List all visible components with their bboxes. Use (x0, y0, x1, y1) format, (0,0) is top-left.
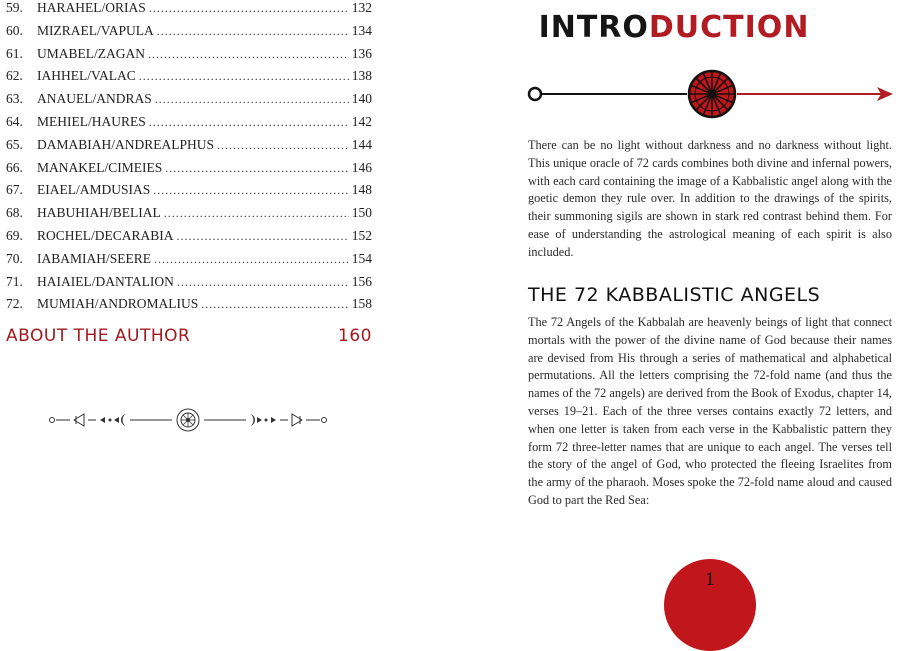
toc-leader-dots (149, 1, 349, 16)
toc-entry[interactable] (6, 205, 372, 228)
toc-entry[interactable] (6, 296, 372, 319)
toc-entry-title: MIZRAEL/VAPULA (37, 22, 154, 38)
toc-entry[interactable] (6, 0, 372, 23)
about-author-page: 160 (338, 326, 372, 346)
toc-entry-title: EIAEL/AMDUSIAS (37, 182, 151, 198)
toc-leader-dots (217, 138, 349, 153)
angels-paragraph: The 72 Angels of the Kabbalah are heavenly beings of light that connect mortals with the power of the divine name of God because their names are devised from His through a series of mathematical and alphabetical permutations. All the letters comprising the 72-fold name (and thus the names of the 72 angels) are derived from the Book of Exodus, chapter 14, verses 19–21. Each of the three verses contains exactly 72 letters, and when one letter is taken from each verse in the Kabbalistic pattern they form 72 three-letter names that are unique to each angel. The verses tell the story of the angel of God, who protected the fleeing Israelites from the army of the pharaoh. Moses spoke the 72-fold name aloud and caused God to part the Red Sea: (528, 315, 892, 507)
toc-leader-dots (155, 92, 349, 107)
toc-leader-dots (149, 115, 349, 130)
right-page (449, 0, 899, 605)
toc-leader-dots (154, 252, 349, 267)
toc-entry-number: 61. (6, 45, 23, 61)
toc-entry-page: 150 (351, 205, 372, 221)
page-number: 1 (705, 569, 715, 590)
toc-entry[interactable] (6, 137, 372, 160)
toc-entry-title: HAIAIEL/DANTALION (37, 273, 174, 289)
title-part-red: DUCTION (648, 10, 810, 45)
arrow-right-icon (527, 68, 895, 120)
toc-about-author[interactable] (6, 326, 372, 346)
toc-entry-title: MEHIEL/HAURES (37, 113, 146, 129)
toc-entry-title: ROCHEL/DECARABIA (37, 227, 174, 243)
toc-entry-number: 59. (6, 0, 23, 15)
intro-paragraph: There can be no light without darkness and no darkness without light. This unique oracle of 72 cards combines both divine and infernal powers, with each card containing the image of a Kabbalistic angel along with the goetic demon they rule over. In addition to the drawings of the spirits, their summoning sigils are shown in stark red contrast behind them. For ease of understanding the astrological meaning of each spirit is also included. (528, 138, 892, 259)
toc-entry-page: 132 (351, 0, 372, 15)
toc-entry[interactable] (6, 91, 372, 114)
toc-leader-dots (201, 297, 348, 312)
toc-entry[interactable] (6, 274, 372, 297)
toc-entry-page: 140 (351, 91, 372, 107)
page-number-badge (664, 559, 756, 651)
toc-entry-number: 62. (6, 68, 23, 84)
toc-entry-title: IAHHEL/VALAC (37, 68, 136, 84)
spoked-wheel-icon (689, 71, 735, 117)
toc-entry-page: 146 (351, 159, 372, 175)
toc-entry-number: 63. (6, 91, 23, 107)
toc-leader-dots (165, 161, 349, 176)
toc-entry-page: 154 (351, 250, 372, 266)
toc-entry[interactable] (6, 182, 372, 205)
toc-entry-page: 134 (351, 22, 372, 38)
toc-entry-number: 66. (6, 159, 23, 175)
toc-entry-page: 158 (351, 296, 372, 312)
toc-entry[interactable] (6, 46, 372, 69)
about-author-title: ABOUT THE AUTHOR (6, 326, 191, 346)
toc-entry[interactable] (6, 160, 372, 183)
toc-entry-number: 60. (6, 22, 23, 38)
toc-leader-dots (148, 47, 349, 62)
toc-entry-page: 142 (351, 113, 372, 129)
title-part-black: INTRO (538, 10, 649, 45)
toc-entry-page: 148 (351, 182, 372, 198)
toc-entry-number: 70. (6, 250, 23, 266)
toc-entry-page: 144 (351, 136, 372, 152)
left-page (0, 0, 449, 605)
toc-entry-title: IABAMIAH/SEERE (37, 250, 151, 266)
toc-entry-page: 152 (351, 227, 372, 243)
toc-entry-title: HARAHEL/ORIAS (37, 0, 146, 15)
toc-entry-number: 69. (6, 227, 23, 243)
toc-entry[interactable] (6, 114, 372, 137)
toc-leader-dots (164, 206, 349, 221)
toc-leader-dots (139, 69, 349, 84)
toc-entry-number: 68. (6, 205, 23, 221)
toc-entry-title: HABUHIAH/BELIAL (37, 205, 161, 221)
table-of-contents (6, 0, 372, 319)
toc-entry[interactable] (6, 251, 372, 274)
toc-leader-dots (157, 24, 349, 39)
toc-entry-number: 71. (6, 273, 23, 289)
toc-entry-number: 67. (6, 182, 23, 198)
toc-entry[interactable] (6, 68, 372, 91)
toc-entry[interactable] (6, 228, 372, 251)
toc-leader-dots (177, 275, 349, 290)
toc-leader-dots (177, 229, 349, 244)
toc-entry-page: 136 (351, 45, 372, 61)
toc-entry-number: 72. (6, 296, 23, 312)
toc-entry-title: ANAUEL/ANDRAS (37, 91, 152, 107)
moon-phase-divider-icon (48, 405, 328, 435)
toc-entry-title: MANAKEL/CIMEIES (37, 159, 163, 175)
toc-entry-number: 65. (6, 136, 23, 152)
toc-entry-page: 156 (351, 273, 372, 289)
toc-entry-title: MUMIAH/ANDROMALIUS (37, 296, 199, 312)
toc-entry-page: 138 (351, 68, 372, 84)
toc-entry[interactable] (6, 23, 372, 46)
section-heading: THE 72 KABBALISTIC ANGELS (528, 284, 821, 306)
toc-entry-number: 64. (6, 113, 23, 129)
page-title (449, 10, 899, 45)
toc-entry-title: DAMABIAH/ANDREALPHUS (37, 136, 215, 152)
toc-leader-dots (153, 183, 349, 198)
toc-entry-title: UMABEL/ZAGAN (37, 45, 145, 61)
